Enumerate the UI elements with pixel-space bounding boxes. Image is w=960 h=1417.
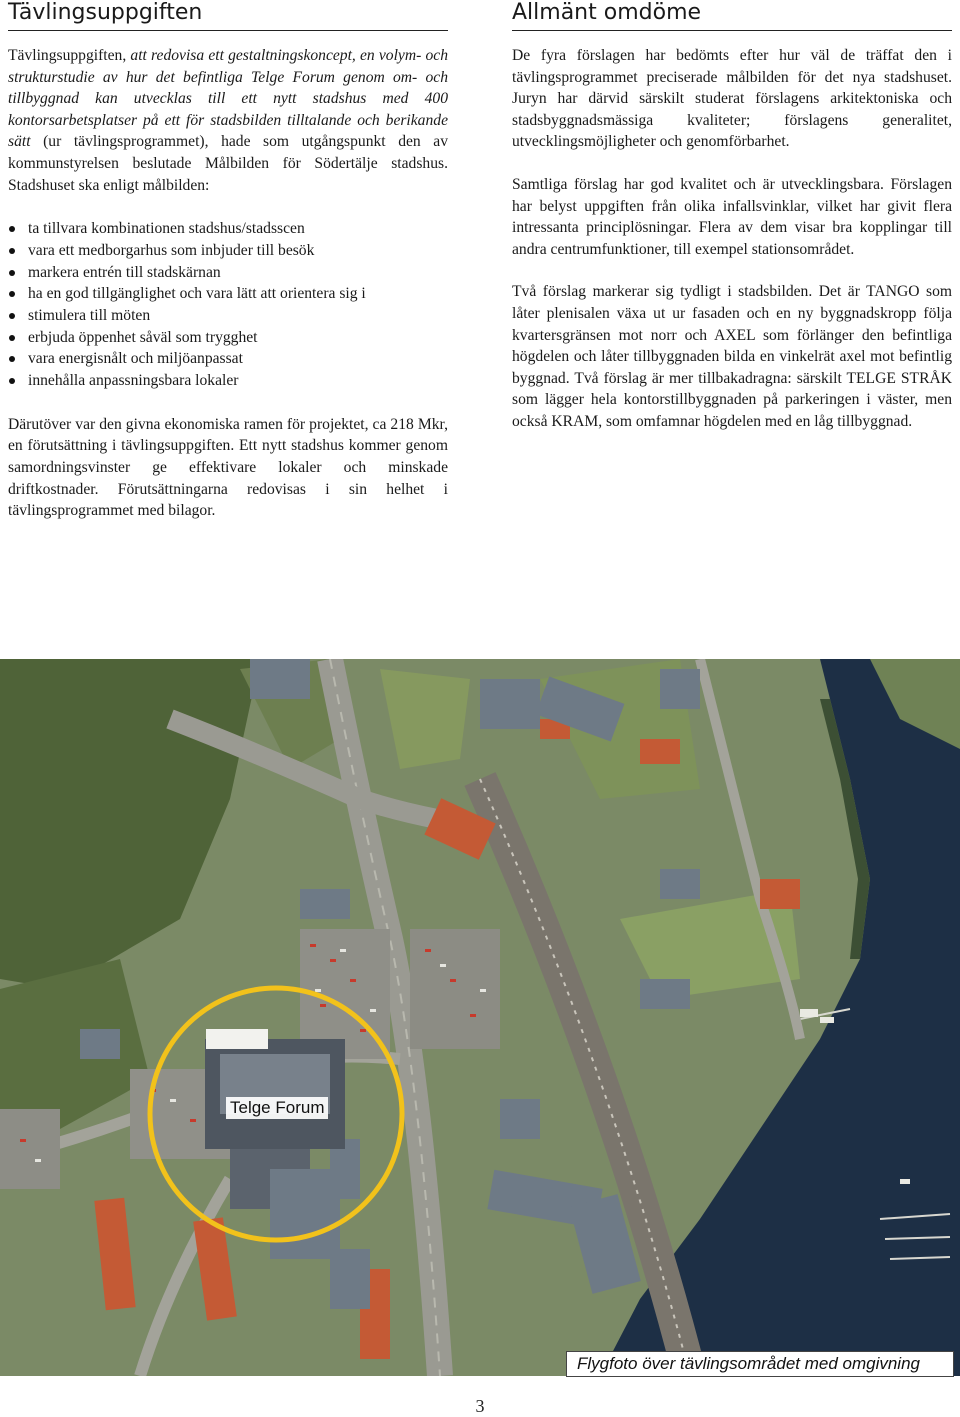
bullet-icon	[9, 291, 15, 297]
assessment-paragraph: Två förslag markerar sig tydligt i stadsbilden. Det är TANGO som låter plenisalen växa ut ur fasaden och en ny byggnadskropp följa kvartersgränsen mot norr och AXEL som förlänger den befintliga högdelen och låter tillbyggnaden bilda en vinkelrät axel mot befintlig byggnad. Två förslag är mer tillbakadragna: särskilt TELGE STRÅK som lägger hela kontorstillbyggnaden på parkeringen i väster, men också KRAM, som omfamnar högdelen med en låg tillbyggnad.	[512, 283, 952, 430]
list-item: vara energisnålt och miljöanpassat	[8, 348, 448, 370]
bullet-icon	[9, 335, 15, 341]
heading-rule	[8, 30, 448, 31]
assessment-paragraph: Samtliga förslag har god kvalitet och är utvecklingsbara. Förslagen har belyst uppgiften från olika infallsvinklar, vilket har givit flera intressanta principlösningar. Flera av dem visar bra kopplingar till andra centrumfunktioner, till exempel stationsområdet.	[512, 175, 952, 258]
intro-paragraph	[8, 45, 448, 196]
list-item: markera entrén till stadskärnan	[8, 262, 448, 284]
right-column	[512, 0, 952, 433]
heading-rule	[512, 30, 952, 31]
intro-lead: Tävlingsuppgiften,	[8, 47, 131, 64]
telge-forum-label: Telge Forum	[226, 1097, 328, 1119]
bullet-icon	[9, 356, 15, 362]
intro-italic-quote: att redovisa ett gestaltningskoncept, en volym- och strukturstudie av hur det befintliga Telge Forum genom om- och tillbyggnad kan utvecklas till ett nytt stadshus med 400 kontorsarbetsplatser på ett för stadsbilden tilltalande och berikande sätt	[8, 47, 448, 151]
closing-paragraph: Därutöver var den givna ekonomiska ramen för projektet, ca 218 Mkr, en förutsättning i tävlingsuppgiften. Ett nytt stadshus kommer genom samordningsvinster ge effektivare lokaler och minskade driftkostnader. Förutsättningarna redovisas i sin helhet i tävlingsprogrammet med bilagor.	[8, 415, 448, 520]
list-item: ha en god tillgänglighet och vara lätt att orientera sig i	[8, 283, 448, 305]
aerial-photo	[0, 659, 960, 1376]
bullet-icon	[9, 378, 15, 384]
section-heading-allmant-omdome: Allmänt omdöme	[512, 0, 702, 25]
target-list	[8, 218, 448, 392]
left-column	[8, 0, 448, 522]
bullet-icon	[9, 270, 15, 276]
list-item: stimulera till möten	[8, 305, 448, 327]
bullet-icon	[9, 226, 15, 232]
intro-tail: (ur tävlingsprogrammet), hade som utgångspunkt den av kommunstyrelsen beslutade Målbilden för Södertälje stadshus. Stadshuset ska enligt målbilden:	[8, 133, 448, 194]
section-heading-tavlingsuppgiften: Tävlingsuppgiften	[8, 0, 203, 25]
photo-caption: Flygfoto över tävlingsområdet med omgivning	[566, 1351, 954, 1377]
list-item: erbjuda öppenhet såväl som trygghet	[8, 327, 448, 349]
bullet-icon	[9, 248, 15, 254]
aerial-photo-illustration	[0, 659, 960, 1376]
assessment-paragraph: De fyra förslagen har bedömts efter hur väl de träffat den i tävlingsprogrammet preciserade målbilden för det nya stadshuset. Juryn har därvid särskilt studerat förslagens arkitektoniska och stadsbyggnadsmässiga kvaliteter; förslagens generalitet, utvecklingsmöjligheter och genomförbarhet.	[512, 47, 952, 151]
list-item: ta tillvara kombinationen stadshus/stadsscen	[8, 218, 448, 240]
page-number: 3	[475, 1396, 485, 1416]
list-item: vara ett medborgarhus som inbjuder till besök	[8, 240, 448, 262]
bullet-icon	[9, 313, 15, 319]
list-item: innehålla anpassningsbara lokaler	[8, 370, 448, 392]
